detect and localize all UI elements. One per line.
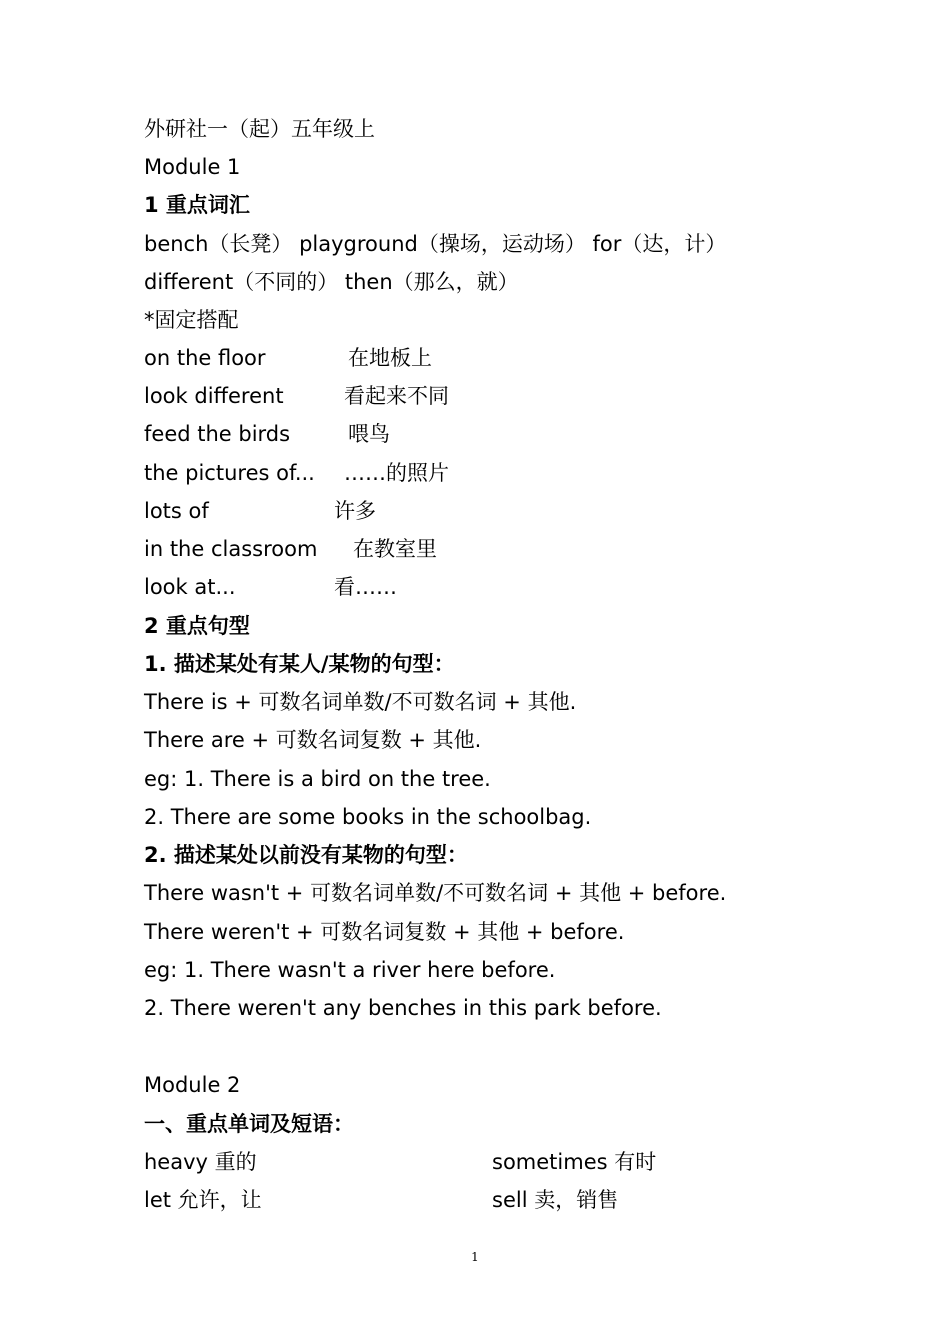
phrase-en: look at... xyxy=(144,575,236,599)
phrase-cn: 看起来不同 xyxy=(344,384,449,408)
vocab-line: different（不同的） then（那么，就） xyxy=(144,270,519,294)
example-line: 2. There are some books in the schoolbag. xyxy=(144,805,592,829)
document-title: 外研社一（起）五年级上 xyxy=(144,117,375,141)
phrase-row xyxy=(144,573,844,601)
phrase-cn: 看…… xyxy=(334,575,397,599)
phrase-en: look different xyxy=(144,384,284,408)
example-line: 2. There weren't any benches in this park before. xyxy=(144,996,662,1020)
phrase-row xyxy=(144,497,844,525)
phrase-row xyxy=(144,382,844,410)
phrase-cn: 喂鸟 xyxy=(348,422,390,446)
phrase-cn: 许多 xyxy=(334,499,376,523)
words-heading: 一、重点单词及短语： xyxy=(144,1112,354,1136)
module2-heading: Module 2 xyxy=(144,1073,241,1097)
phrase-row xyxy=(144,420,844,448)
pattern-line: There is + 可数名词单数/不可数名词 + 其他. xyxy=(144,690,577,714)
phrase-cn: 在教室里 xyxy=(353,537,437,561)
word-left: let 允许，让 xyxy=(144,1188,262,1212)
pattern-line: There wasn't + 可数名词单数/不可数名词 + 其他 + before. xyxy=(144,881,727,905)
vocab-line: bench（长凳） playground（操场，运动场） for（达，计） xyxy=(144,232,727,256)
word-right: sell 卖，销售 xyxy=(492,1188,619,1212)
phrase-en: in the classroom xyxy=(144,537,318,561)
phrases-heading: *固定搭配 xyxy=(144,308,239,332)
word-row xyxy=(144,1148,844,1176)
word-right: sometimes 有时 xyxy=(492,1150,657,1174)
phrase-en: the pictures of... xyxy=(144,461,315,485)
phrase-cn: ……的照片 xyxy=(344,461,449,485)
page-number: 1 xyxy=(471,1250,479,1264)
sentences-heading: 2 重点句型 xyxy=(144,614,250,638)
phrase-en: on the floor xyxy=(144,346,266,370)
phrase-row xyxy=(144,535,844,563)
phrase-en: feed the birds xyxy=(144,422,291,446)
example-line: eg: 1. There is a bird on the tree. xyxy=(144,767,491,791)
pattern2-heading: 2. 描述某处以前没有某物的句型： xyxy=(144,843,468,867)
module1-heading: Module 1 xyxy=(144,155,241,179)
phrase-row xyxy=(144,344,844,372)
word-left: heavy 重的 xyxy=(144,1150,257,1174)
word-row xyxy=(144,1186,844,1214)
pattern1-heading: 1. 描述某处有某人/某物的句型： xyxy=(144,652,455,676)
phrase-row xyxy=(144,459,844,487)
pattern-line: There weren't + 可数名词复数 + 其他 + before. xyxy=(144,920,625,944)
phrase-cn: 在地板上 xyxy=(348,346,432,370)
example-line: eg: 1. There wasn't a river here before. xyxy=(144,958,556,982)
vocab-heading: 1 重点词汇 xyxy=(144,193,250,217)
phrase-en: lots of xyxy=(144,499,209,523)
pattern-line: There are + 可数名词复数 + 其他. xyxy=(144,728,482,752)
